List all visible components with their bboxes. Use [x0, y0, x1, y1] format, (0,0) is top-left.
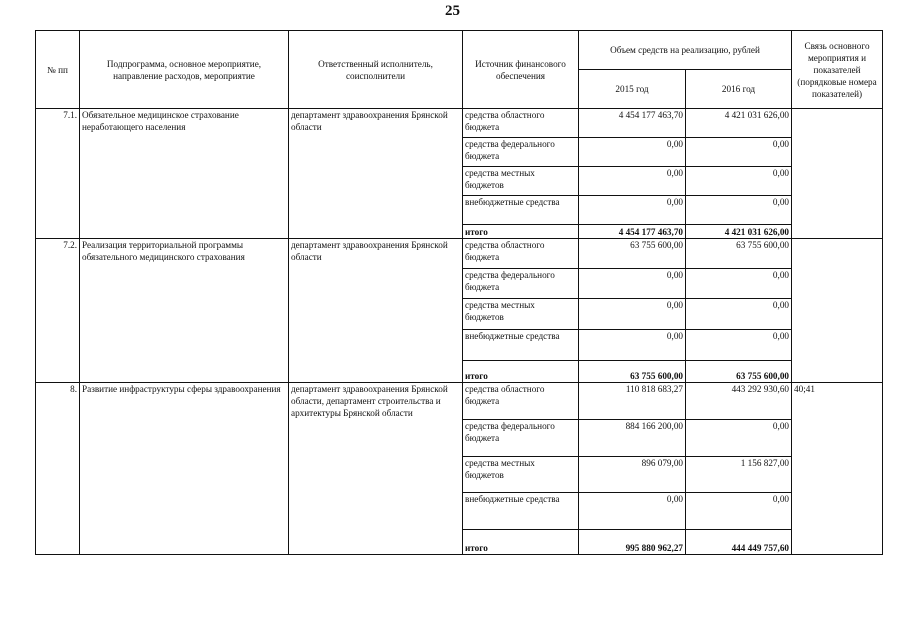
- funding-source: средства федерального бюджета: [463, 138, 579, 167]
- amount-2015: 63 755 600,00: [579, 239, 686, 269]
- header-volume: Объем средств на реализацию, рублей: [579, 31, 792, 70]
- program-name: Реализация территориальной программы обязательного медицинского страхования: [80, 239, 289, 383]
- funding-source: итого: [463, 361, 579, 383]
- amount-2015: 995 880 962,27: [579, 530, 686, 555]
- row-number: 8.: [36, 383, 80, 555]
- indicator-link: [792, 109, 883, 239]
- funding-source: средства местных бюджетов: [463, 457, 579, 493]
- executor-name: департамент здравоохранения Брянской области, департамент строительства и архитектуры Брянской области: [289, 383, 463, 555]
- funding-source: средства федерального бюджета: [463, 420, 579, 457]
- funding-source: внебюджетные средства: [463, 330, 579, 361]
- row-number: 7.2.: [36, 239, 80, 383]
- amount-2016: 0,00: [686, 269, 792, 299]
- funding-source: средства областного бюджета: [463, 109, 579, 138]
- program-name: Развитие инфраструктуры сферы здравоохранения: [80, 383, 289, 555]
- program-name: Обязательное медицинское страхование неработающего населения: [80, 109, 289, 239]
- header-executor: Ответственный исполнитель, соисполнители: [289, 31, 463, 109]
- amount-2016: 443 292 930,60: [686, 383, 792, 420]
- funding-source: средства местных бюджетов: [463, 299, 579, 330]
- header-source: Источник финансового обеспечения: [463, 31, 579, 109]
- amount-2015: 0,00: [579, 138, 686, 167]
- amount-2016: 1 156 827,00: [686, 457, 792, 493]
- amount-2015: 4 454 177 463,70: [579, 225, 686, 239]
- executor-name: департамент здравоохранения Брянской области: [289, 239, 463, 383]
- header-num: № пп: [36, 31, 80, 109]
- header-program: Подпрограмма, основное мероприятие, направление расходов, мероприятие: [80, 31, 289, 109]
- table-row: [36, 109, 883, 138]
- table-body: [36, 109, 883, 555]
- header-year-2016: 2016 год: [686, 70, 792, 109]
- header-year-2015: 2015 год: [579, 70, 686, 109]
- funding-source: средства областного бюджета: [463, 383, 579, 420]
- table-row: [36, 239, 883, 269]
- amount-2016: 0,00: [686, 138, 792, 167]
- amount-2016: 0,00: [686, 420, 792, 457]
- funding-source: итого: [463, 225, 579, 239]
- indicator-link: [792, 239, 883, 383]
- amount-2016: 0,00: [686, 330, 792, 361]
- funding-source: средства областного бюджета: [463, 239, 579, 269]
- amount-2016: 0,00: [686, 493, 792, 530]
- amount-2015: 63 755 600,00: [579, 361, 686, 383]
- header-link: Связь основного мероприятия и показателей (порядковые номера показателей): [792, 31, 883, 109]
- amount-2016: 4 421 031 626,00: [686, 225, 792, 239]
- amount-2015: 4 454 177 463,70: [579, 109, 686, 138]
- amount-2016: 4 421 031 626,00: [686, 109, 792, 138]
- amount-2016: 63 755 600,00: [686, 239, 792, 269]
- amount-2015: 0,00: [579, 330, 686, 361]
- amount-2015: 0,00: [579, 493, 686, 530]
- amount-2016: 444 449 757,60: [686, 530, 792, 555]
- amount-2016: 0,00: [686, 167, 792, 196]
- amount-2015: 896 079,00: [579, 457, 686, 493]
- page-number: 25: [445, 3, 460, 19]
- indicator-link: 40;41: [792, 383, 883, 555]
- amount-2015: 884 166 200,00: [579, 420, 686, 457]
- amount-2015: 0,00: [579, 299, 686, 330]
- amount-2015: 0,00: [579, 196, 686, 225]
- funding-source: внебюджетные средства: [463, 493, 579, 530]
- funding-source: внебюджетные средства: [463, 196, 579, 225]
- funding-source: итого: [463, 530, 579, 555]
- financing-table: [35, 30, 883, 555]
- amount-2015: 110 818 683,27: [579, 383, 686, 420]
- table-header: [36, 31, 883, 109]
- amount-2016: 0,00: [686, 196, 792, 225]
- amount-2015: 0,00: [579, 269, 686, 299]
- funding-source: средства федерального бюджета: [463, 269, 579, 299]
- amount-2016: 63 755 600,00: [686, 361, 792, 383]
- row-number: 7.1.: [36, 109, 80, 239]
- funding-source: средства местных бюджетов: [463, 167, 579, 196]
- executor-name: департамент здравоохранения Брянской области: [289, 109, 463, 239]
- amount-2016: 0,00: [686, 299, 792, 330]
- table-row: [36, 383, 883, 420]
- amount-2015: 0,00: [579, 167, 686, 196]
